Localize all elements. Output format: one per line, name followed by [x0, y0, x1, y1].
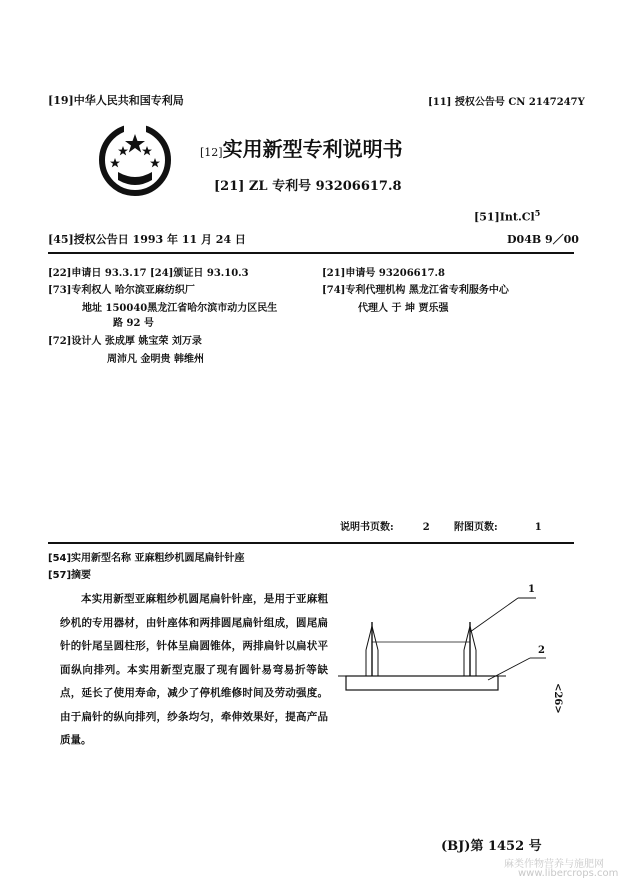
int-cl-code: D04B 9／00: [507, 233, 579, 246]
document-type-code: [12]: [200, 146, 223, 159]
spec-pages: [340, 518, 430, 533]
abstract-label: [57]摘要: [48, 570, 92, 581]
document-type: [200, 133, 403, 162]
figure-label-1: 1: [528, 584, 535, 595]
grant-date: [45]授权公告日 1993 年 11 月 24 日: [48, 233, 246, 246]
watermark-site-name: 麻类作物营养与施肥网: [504, 859, 604, 870]
certificate-date: [24]颁证日 93.10.3: [150, 268, 249, 279]
state-emblem: [96, 120, 174, 198]
footer-code: (BJ)第 1452 号: [441, 839, 542, 854]
int-cl: [474, 208, 540, 224]
divider-top: [48, 252, 574, 254]
page-side-mark: <26>: [552, 683, 563, 714]
divider-middle: [48, 542, 574, 544]
utility-model-title: [54]实用新型名称 亚麻粗纱机圆尾扁针针座: [48, 553, 245, 564]
patent-number: [21] ZL 专利号 93206617.8: [214, 179, 402, 194]
needle-seat-figure: [338, 582, 568, 694]
figure-pages-count: 1: [534, 522, 542, 533]
figure-pages-label: 附图页数:: [454, 522, 498, 533]
publication-number: [11] 授权公告号 CN 2147247Y: [428, 97, 585, 108]
patent-agent: 代理人 于 坤 贾乐强: [358, 303, 449, 314]
designers-line-1: [72]设计人 张成厚 姚宝荣 刘万录: [48, 336, 202, 347]
application-date: [22]申请日 93.3.17: [48, 268, 147, 279]
figure-label-2: 2: [538, 645, 545, 656]
application-number: [21]申请号 93206617.8: [322, 268, 445, 279]
abstract-text: 本实用新型亚麻粗纱机圆尾扁针针座，是用于亚麻粗纱机的专用器材，由针座体和两排圆尾扁针组成，圆尾扁针的针尾呈圆柱形，针体呈扁圆锥体，两排扁针以扁状平面纵向排列。本实用新型克服了现有圆针易弯易折等缺点，延长了使用寿命，减少了停机维修时间及劳动强度。由于扁针的纵向排列，纱条均匀，牵伸效果好，提高产品质量。: [60, 593, 328, 746]
figure-pages: [454, 518, 542, 533]
patent-office: [19]中华人民共和国专利局: [48, 94, 184, 107]
document-type-label: 实用新型专利说明书: [222, 137, 403, 161]
int-cl-label: [51]Int.Cl: [474, 210, 535, 224]
patent-agency: [74]专利代理机构 黑龙江省专利服务中心: [322, 285, 509, 296]
int-cl-edition: 5: [534, 208, 541, 218]
address-line-2: 路 92 号: [113, 318, 154, 329]
address-line-1: 地址 150040黑龙江省哈尔滨市动力区民生: [82, 303, 278, 314]
spec-pages-label: 说明书页数:: [340, 522, 394, 533]
spec-pages-count: 2: [422, 522, 430, 533]
designers-line-2: 周沛凡 金明贵 韩维州: [107, 354, 204, 365]
patentee: [73]专利权人 哈尔滨亚麻纺织厂: [48, 285, 195, 296]
watermark-url: www.libercrops.com: [518, 868, 619, 879]
